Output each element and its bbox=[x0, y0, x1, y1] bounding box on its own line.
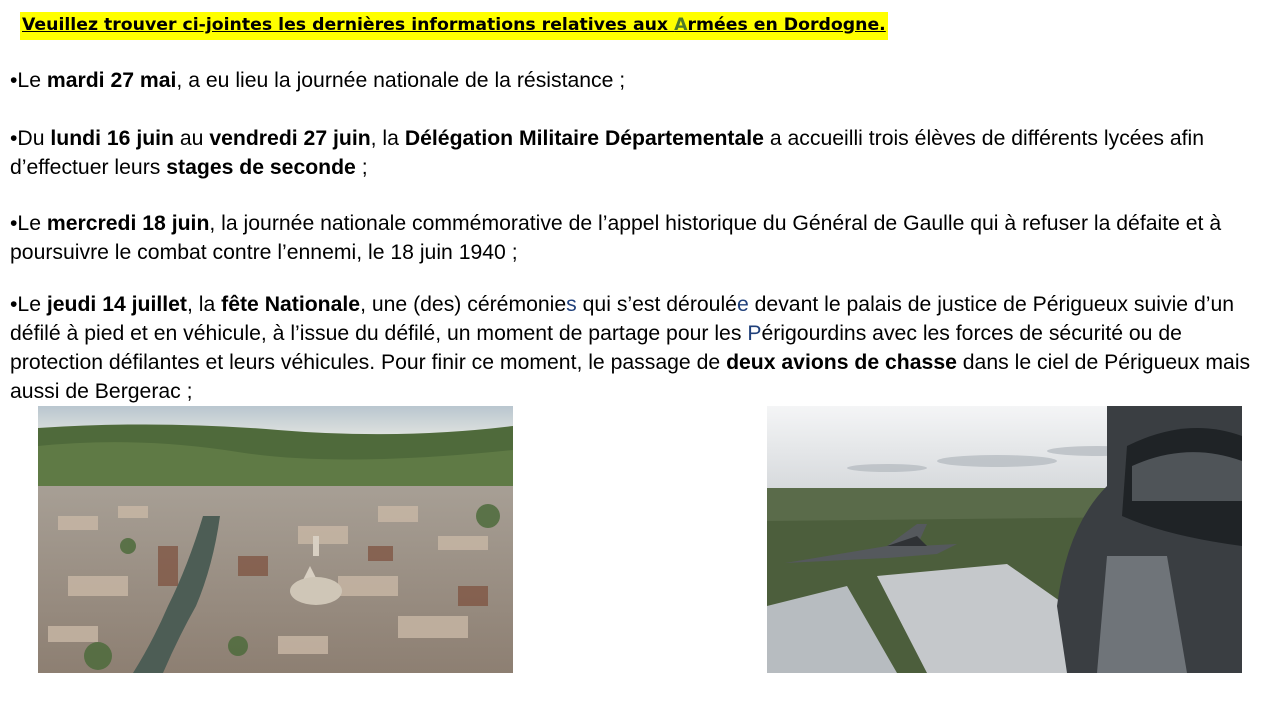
header-text-green: A bbox=[674, 15, 688, 35]
aerial-city-photo bbox=[38, 406, 513, 673]
fighter-jets-photo bbox=[767, 406, 1242, 673]
header-text-end: rmées en Dordogne. bbox=[687, 15, 886, 35]
bullet-resistance-day: •Le mardi 27 mai, a eu lieu la journée nationale de la résistance ; bbox=[10, 69, 626, 92]
page-header bbox=[20, 12, 888, 40]
bullet-national-day: •Le jeudi 14 juillet, la fête Nationale, une (des) cérémonies qui s’est déroulée devant le palais de justice de Périgueux suivie d’un défilé à pied et en véhicule, à l’issue du défilé, un moment de partage pour les Périgourdins avec les forces de sécurité ou de protection défilantes et leurs véhicules. Pour finir ce moment, le passage de deux avions de chasse dans le ciel de Périgueux mais aussi de Bergerac ; bbox=[10, 293, 1251, 403]
header-text: Veuillez trouver ci-jointes les dernières informations relatives aux bbox=[22, 15, 675, 35]
bullet-appeal-18-june: •Le mercredi 18 juin, la journée nationale commémorative de l’appel historique du Général de Gaulle qui à refuser la défaite et à poursuivre le combat contre l’ennemi, le 18 juin 1940 ; bbox=[10, 212, 1222, 264]
bullet-internships: •Du lundi 16 juin au vendredi 27 juin, la Délégation Militaire Départementale a accueilli trois élèves de différents lycées afin d’effectuer leurs stages de seconde ; bbox=[10, 127, 1205, 179]
